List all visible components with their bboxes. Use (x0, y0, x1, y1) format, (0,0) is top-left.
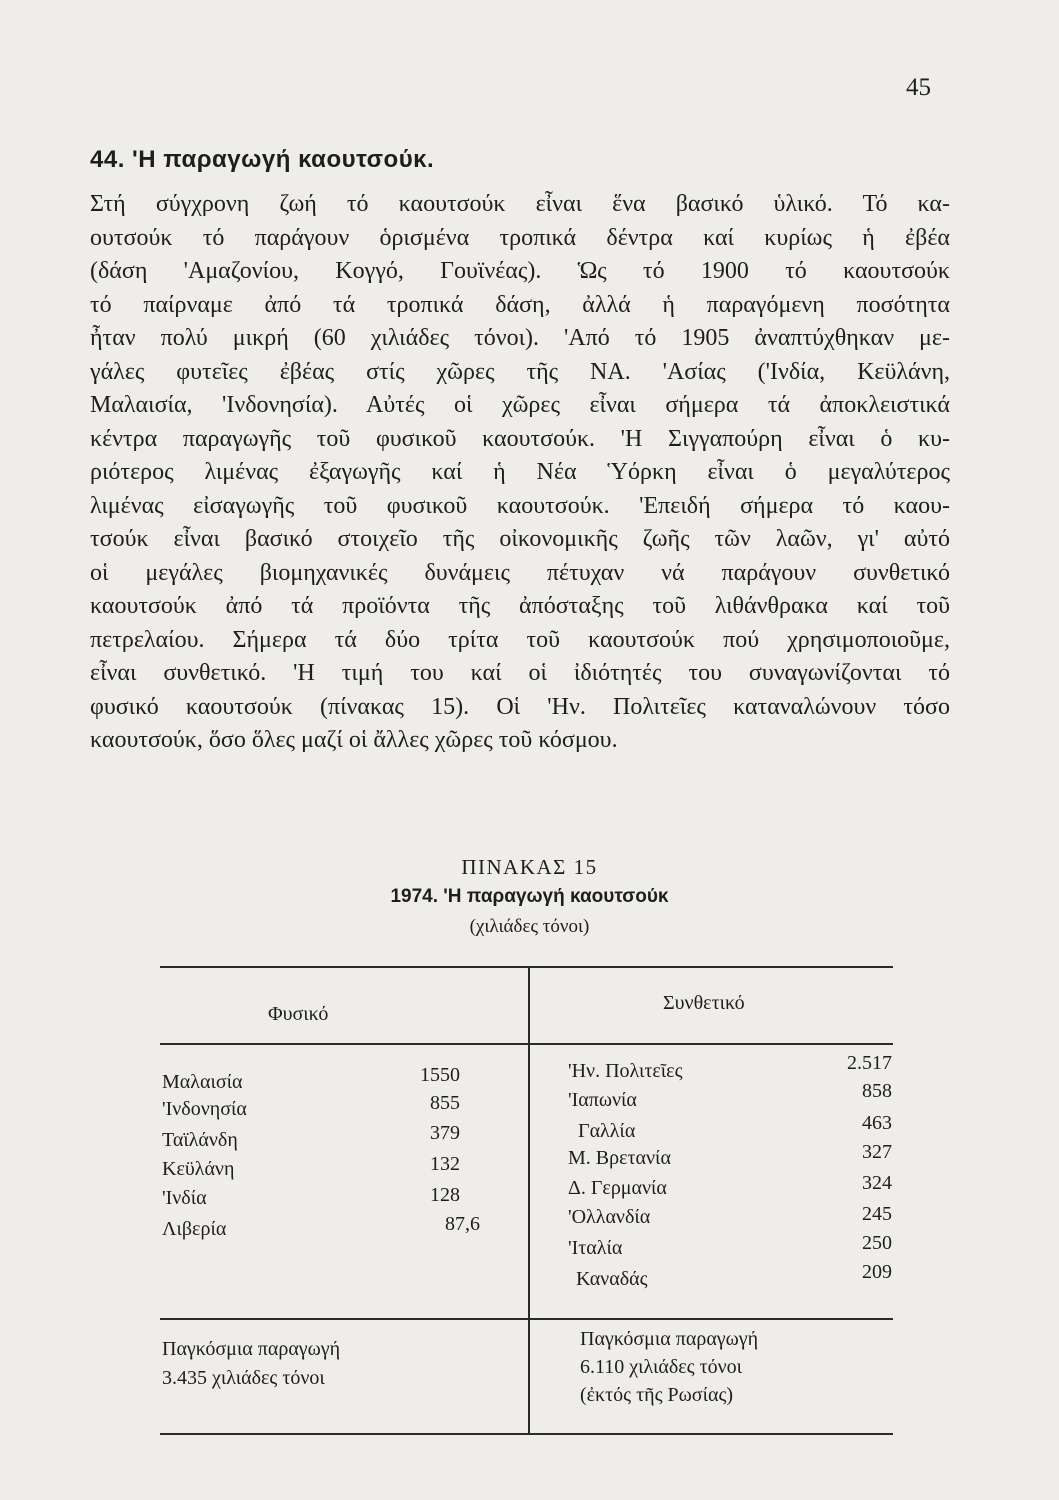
synthetic-total-label: Παγκόσμια παραγωγή (580, 1328, 759, 1350)
synthetic-country: Δ. Γερμανία (568, 1177, 667, 1199)
natural-value: 132 (430, 1153, 460, 1175)
synthetic-header: Συνθετικό (663, 992, 745, 1014)
text-line: καουτσούκ, ὅσο ὅλες μαζί οἱ ἄλλες χῶρες τοῦ κόσμου. (90, 727, 618, 753)
text-line: ἦταν πολύ μικρή (60 χιλιάδες τόνοι). 'Από τό 1905 ἀναπτύχθηκαν με- (90, 325, 950, 351)
text-line: γάλες φυτεῖες ἐβέας στίς χῶρες τῆς ΝΑ. 'Ασίας ('Ινδία, Κεϋλάνη, (90, 358, 950, 385)
synthetic-value: 2.517 (847, 1052, 892, 1074)
table-label: ΠΙΝΑΚΑΣ 15 (461, 855, 598, 879)
natural-value: 128 (430, 1184, 460, 1206)
page-number: 45 (906, 74, 931, 101)
synthetic-value: 209 (862, 1261, 892, 1283)
text-line: Μαλαισία, 'Ινδονησία). Αὐτές οἱ χῶρες εἶναι σήμερα τά ἀποκλειστικά (90, 392, 950, 418)
table-title: 1974. 'Η παραγωγή καουτσούκ (390, 886, 669, 907)
synthetic-total-value: 6.110 χιλιάδες τόνοι (580, 1356, 743, 1378)
synthetic-country: Γαλλία (578, 1120, 636, 1142)
table-bottom-rule (160, 1433, 893, 1435)
synthetic-value: 327 (862, 1141, 892, 1163)
synthetic-country: 'Ιταλία (568, 1237, 623, 1259)
synthetic-country: 'Ιαπωνία (568, 1089, 637, 1111)
text-line: ουτσούκ τό παράγουν ὁρισμένα τροπικά δέντρα καί κυρίως ἡ ἐβέα (90, 224, 950, 251)
body-text (90, 188, 950, 758)
natural-header: Φυσικό (268, 1003, 329, 1025)
text-line: Στή σύγχρονη ζωή τό καουτσούκ εἶναι ἕνα βασικό ὑλικό. Τό κα- (90, 191, 950, 217)
table-caption (0, 855, 1059, 938)
text-line: (δάση 'Αμαζονίου, Κογγό, Γουϊνέας). Ὡς τό 1900 τό καουτσούκ (90, 258, 950, 284)
natural-country: Μαλαισία (162, 1071, 243, 1093)
natural-country: 'Ινδονησία (162, 1098, 247, 1120)
text-line: λιμένας εἰσαγωγῆς τοῦ φυσικοῦ καουτσούκ. 'Επειδή σήμερα τό καου- (90, 492, 950, 519)
synthetic-country: Μ. Βρετανία (568, 1147, 671, 1169)
synthetic-value: 463 (862, 1112, 892, 1134)
natural-value: 87,6 (445, 1213, 480, 1235)
text-line: τό παίρναμε ἀπό τά τροπικά δάση, ἀλλά ἡ παραγόμενη ποσότητα (90, 291, 950, 318)
natural-value: 379 (430, 1122, 460, 1144)
table-total-rule (160, 1318, 893, 1320)
natural-country: Ταϊλάνδη (162, 1129, 238, 1151)
natural-value: 1550 (420, 1064, 460, 1086)
text-line: τσούκ εἶναι βασικό στοιχεῖο τῆς οἰκονομικῆς ζωῆς τῶν λαῶν, γι' αὐτό (90, 526, 950, 552)
table-top-rule (160, 966, 893, 968)
synthetic-total-note: (ἐκτός τῆς Ρωσίας) (580, 1384, 734, 1406)
natural-total-value: 3.435 χιλιάδες τόνοι (162, 1367, 325, 1389)
synthetic-country: 'Ολλανδία (568, 1206, 651, 1228)
synthetic-value: 324 (862, 1172, 892, 1194)
text-line: ριότερος λιμένας ἐξαγωγῆς καί ἡ Νέα Ὑόρκη εἶναι ὁ μεγαλύτερος (90, 459, 950, 485)
natural-country: Λιβερία (162, 1218, 227, 1240)
natural-total-label: Παγκόσμια παραγωγή (162, 1338, 341, 1360)
text-line: καουτσούκ ἀπό τά προϊόντα τῆς ἀπόσταξης τοῦ λιθάνθρακα καί τοῦ (90, 593, 950, 619)
text-line: κέντρα παραγωγῆς τοῦ φυσικοῦ καουτσούκ. 'Η Σιγγαπούρη εἶναι ὁ κυ- (90, 425, 950, 452)
table-column-divider (528, 966, 530, 1435)
synthetic-country: Καναδάς (576, 1268, 648, 1290)
natural-country: 'Ινδία (162, 1187, 207, 1209)
table-header-rule (160, 1043, 893, 1045)
text-line: πετρελαίου. Σήμερα τά δύο τρίτα τοῦ καουτσούκ πού χρησιμοποιοῦμε, (90, 626, 950, 653)
text-line: εἶναι συνθετικό. 'Η τιμή του καί οἱ ἰδιότητές του συναγωνίζονται τό (90, 660, 950, 686)
natural-country: Κεϋλάνη (162, 1158, 235, 1180)
synthetic-country: 'Ην. Πολιτεῖες (568, 1060, 683, 1082)
synthetic-value: 245 (862, 1203, 892, 1225)
table-units: (χιλιάδες τόνοι) (469, 916, 590, 937)
section-heading: 44. 'Η παραγωγή καουτσούκ. (90, 146, 435, 173)
text-line: φυσικό καουτσούκ (πίνακας 15). Οἱ 'Ην. Πολιτεῖες καταναλώνουν τόσο (90, 693, 950, 720)
text-line: οἱ μεγάλες βιομηχανικές δυνάμεις πέτυχαν νά παράγουν συνθετικό (90, 559, 950, 586)
synthetic-value: 250 (862, 1232, 892, 1254)
natural-value: 855 (430, 1092, 460, 1114)
synthetic-value: 858 (862, 1080, 892, 1102)
